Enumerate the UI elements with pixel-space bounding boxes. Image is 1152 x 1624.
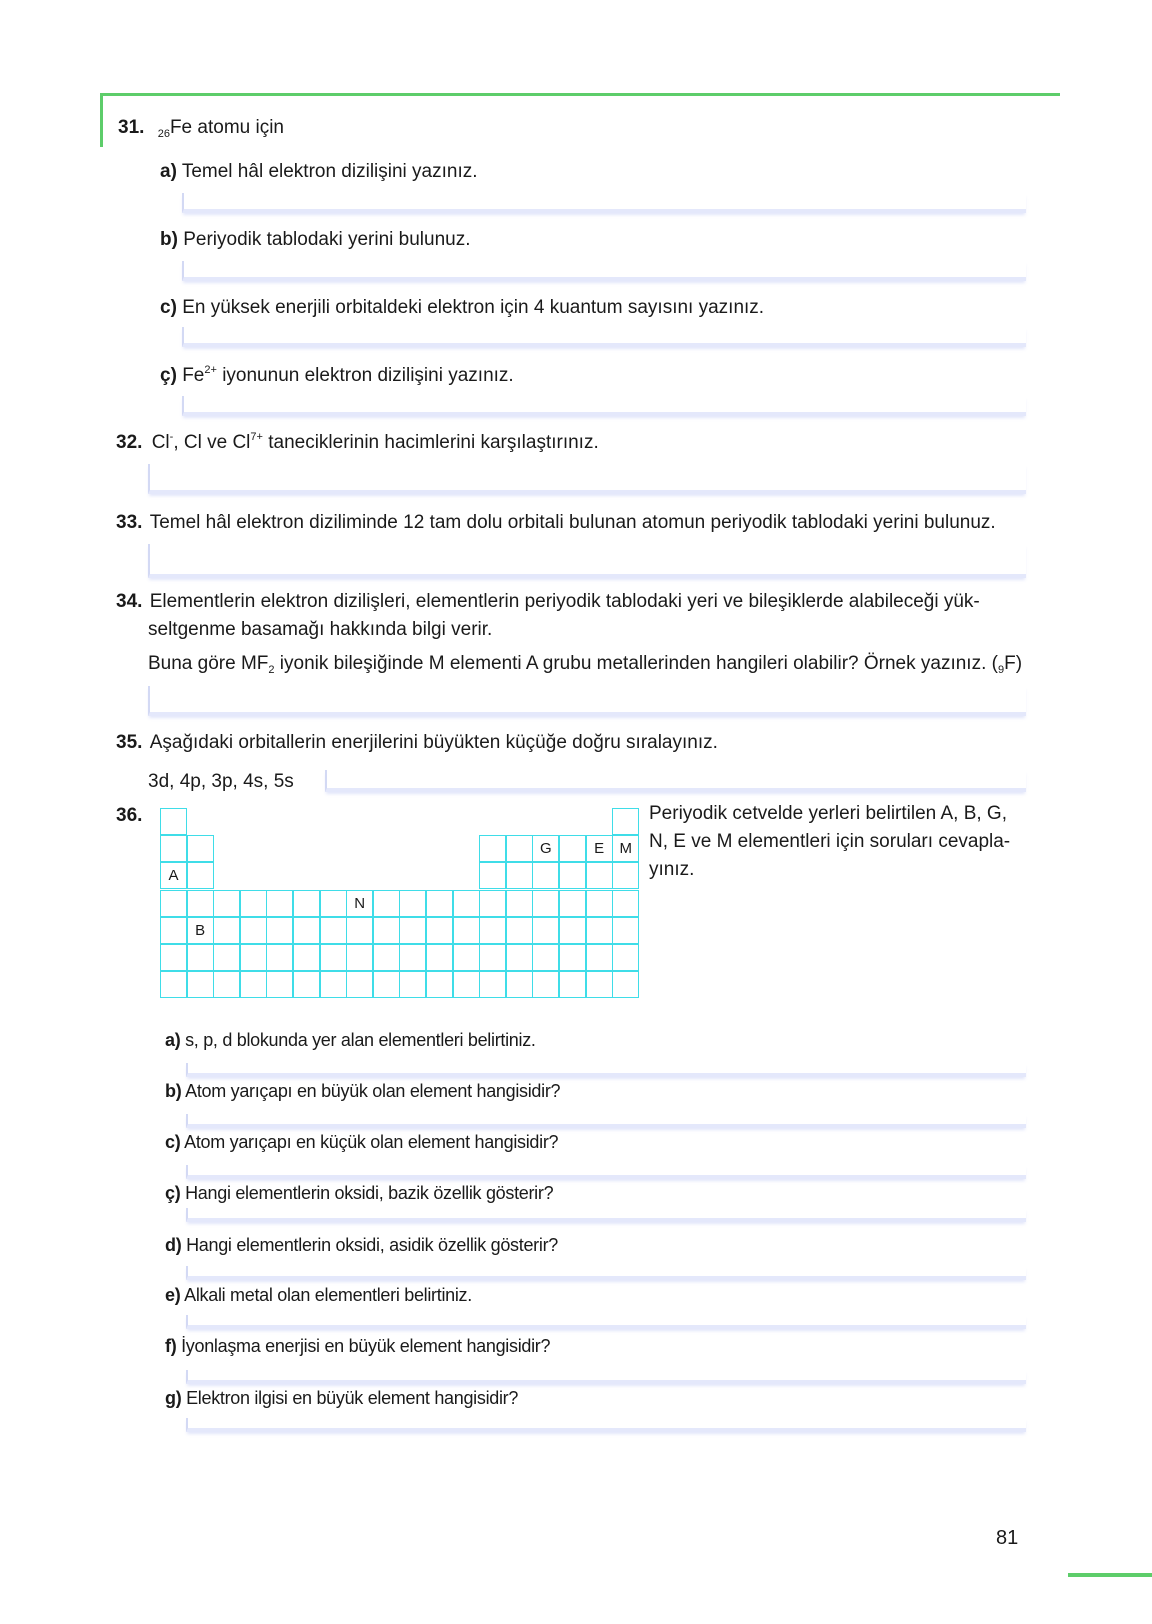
answer-line-36c[interactable] bbox=[186, 1165, 1026, 1179]
question-text: Fe atomu için bbox=[169, 117, 284, 138]
table-cell bbox=[586, 862, 613, 889]
question-31a bbox=[160, 160, 478, 184]
table-cell bbox=[160, 890, 187, 917]
table-cell bbox=[453, 944, 480, 971]
answer-line-36d[interactable] bbox=[186, 1266, 1026, 1280]
table-cell bbox=[559, 971, 586, 998]
periodic-table-grid bbox=[160, 808, 640, 1000]
table-cell bbox=[506, 862, 533, 889]
table-cell bbox=[506, 944, 533, 971]
table-cell-e: E bbox=[586, 835, 613, 862]
sub-text: Atom yarıçapı en büyük olan element hangisidir? bbox=[185, 1081, 561, 1101]
sub-text: iyonunun elektron dizilişini yazınız. bbox=[222, 365, 514, 386]
table-cell bbox=[479, 917, 506, 944]
sub-label: c) bbox=[160, 297, 177, 318]
question-36b bbox=[165, 1079, 560, 1103]
species-2: , Cl ve Cl bbox=[173, 432, 251, 453]
answer-line-31a[interactable] bbox=[182, 193, 1026, 213]
table-cell bbox=[506, 971, 533, 998]
question-text: iyonik bileşiğinde M elementi A grubu metallerinden hangileri olabilir? Örnek yazınız. ( bbox=[274, 653, 998, 674]
table-cell bbox=[346, 917, 373, 944]
question-34 bbox=[116, 590, 980, 614]
answer-line-32[interactable] bbox=[148, 464, 1026, 494]
question-36g bbox=[165, 1386, 518, 1410]
sub-text: s, p, d blokunda yer alan elementleri belirtiniz. bbox=[185, 1030, 536, 1050]
table-cell bbox=[187, 890, 214, 917]
question-number: 32. bbox=[116, 432, 143, 453]
header-accent-bar bbox=[100, 93, 1060, 96]
question-36e bbox=[165, 1283, 472, 1307]
intro-line-3: yınız. bbox=[649, 859, 695, 880]
table-cell bbox=[479, 971, 506, 998]
table-cell bbox=[612, 917, 639, 944]
table-cell bbox=[187, 862, 214, 889]
sub-text: En yüksek enerjili orbitaldeki elektron için 4 kuantum sayısını yazınız. bbox=[182, 297, 765, 318]
table-cell bbox=[559, 944, 586, 971]
question-36f bbox=[165, 1334, 550, 1358]
table-cell bbox=[532, 862, 559, 889]
table-cell bbox=[612, 890, 639, 917]
table-cell bbox=[266, 944, 293, 971]
table-cell bbox=[612, 944, 639, 971]
table-cell bbox=[240, 944, 267, 971]
table-cell bbox=[320, 917, 347, 944]
table-cell bbox=[240, 890, 267, 917]
table-cell bbox=[506, 835, 533, 862]
table-cell bbox=[266, 917, 293, 944]
question-36d bbox=[165, 1233, 558, 1257]
question-number: 31. bbox=[118, 117, 145, 138]
answer-line-36a[interactable] bbox=[186, 1063, 1026, 1077]
question-36c bbox=[165, 1130, 558, 1154]
table-cell bbox=[373, 917, 400, 944]
question-text: Aşağıdaki orbitallerin enerjilerini büyükten küçüğe doğru sıralayınız. bbox=[149, 732, 718, 753]
sub-label: ç) bbox=[165, 1183, 181, 1203]
sub-text: Elektron ilgisi en büyük element hangisidir? bbox=[186, 1388, 519, 1408]
table-cell bbox=[453, 971, 480, 998]
table-cell-g: G bbox=[532, 835, 559, 862]
charge-2: 7+ bbox=[250, 431, 263, 443]
table-cell bbox=[213, 944, 240, 971]
table-cell bbox=[559, 917, 586, 944]
question-31cc bbox=[160, 364, 514, 388]
table-cell bbox=[213, 890, 240, 917]
table-cell bbox=[293, 917, 320, 944]
table-cell bbox=[612, 862, 639, 889]
table-cell-n: N bbox=[346, 890, 373, 917]
table-cell bbox=[399, 890, 426, 917]
table-cell bbox=[426, 917, 453, 944]
sub-text: Periyodik tablodaki yerini bulunuz. bbox=[183, 229, 471, 250]
question-number: 35. bbox=[116, 732, 143, 753]
answer-line-36b[interactable] bbox=[186, 1114, 1026, 1128]
answer-line-31c[interactable] bbox=[182, 327, 1026, 347]
table-cell bbox=[426, 890, 453, 917]
table-cell bbox=[479, 890, 506, 917]
table-cell bbox=[266, 890, 293, 917]
table-cell bbox=[586, 917, 613, 944]
sub-label: ç) bbox=[160, 365, 177, 386]
question-number: 34. bbox=[116, 591, 143, 612]
atomic-number: 26 bbox=[157, 128, 170, 140]
table-cell bbox=[373, 944, 400, 971]
table-cell bbox=[160, 944, 187, 971]
table-cell bbox=[240, 971, 267, 998]
ion-symbol: Fe bbox=[182, 365, 205, 386]
sub-text: Alkali metal olan elementleri belirtiniz. bbox=[184, 1285, 472, 1305]
table-cell bbox=[479, 944, 506, 971]
question-number: 33. bbox=[116, 512, 143, 533]
sub-label: e) bbox=[165, 1285, 181, 1305]
table-cell bbox=[187, 835, 214, 862]
table-cell bbox=[586, 890, 613, 917]
element-symbol: F) bbox=[1004, 653, 1023, 674]
sub-text: İyonlaşma enerjisi en büyük element hangisidir? bbox=[181, 1336, 551, 1356]
question-33 bbox=[116, 511, 996, 535]
table-cell bbox=[187, 971, 214, 998]
question-35 bbox=[116, 731, 718, 755]
sub-label: a) bbox=[160, 161, 177, 182]
sub-label: f) bbox=[165, 1336, 177, 1356]
ion-charge: 2+ bbox=[204, 364, 217, 376]
table-cell bbox=[346, 944, 373, 971]
intro-line-2: N, E ve M elementleri için soruları cevapla- bbox=[649, 831, 1011, 852]
question-36-intro bbox=[649, 800, 1029, 884]
table-cell bbox=[346, 971, 373, 998]
sub-text: Temel hâl elektron dizilişini yazınız. bbox=[181, 161, 478, 182]
table-cell bbox=[612, 808, 639, 835]
table-cell bbox=[559, 862, 586, 889]
sub-label: b) bbox=[160, 229, 178, 250]
answer-line-35[interactable] bbox=[325, 770, 1026, 792]
question-32 bbox=[116, 431, 599, 455]
sub-text: Atom yarıçapı en küçük olan element hangisidir? bbox=[184, 1132, 559, 1152]
intro-line-1: Periyodik cetvelde yerleri belirtilen A, B, G, bbox=[649, 803, 1007, 824]
page-number-accent bbox=[1068, 1573, 1152, 1577]
table-cell bbox=[426, 944, 453, 971]
table-cell bbox=[532, 971, 559, 998]
sub-text: Hangi elementlerin oksidi, asidik özellik gösterir? bbox=[186, 1235, 558, 1255]
question-34-line3 bbox=[148, 652, 1022, 676]
table-cell bbox=[532, 890, 559, 917]
answer-line-36e[interactable] bbox=[186, 1315, 1026, 1329]
species-1: Cl bbox=[151, 432, 170, 453]
table-cell bbox=[160, 917, 187, 944]
table-cell bbox=[506, 890, 533, 917]
table-cell bbox=[453, 890, 480, 917]
charge-1: - bbox=[169, 431, 174, 443]
table-cell bbox=[213, 917, 240, 944]
question-text: taneciklerinin hacimlerini karşılaştırınız. bbox=[268, 432, 599, 453]
sub-text: Hangi elementlerin oksidi, bazik özellik gösterir? bbox=[185, 1183, 554, 1203]
table-cell bbox=[293, 890, 320, 917]
formula: Buna göre MF bbox=[148, 653, 269, 674]
table-cell-a: A bbox=[160, 862, 187, 889]
table-cell bbox=[160, 808, 187, 835]
table-cell bbox=[586, 944, 613, 971]
page-number: 81 bbox=[996, 1527, 1019, 1549]
question-34-line2: seltgenme basamağı hakkında bilgi verir. bbox=[148, 619, 493, 640]
question-31b bbox=[160, 228, 471, 252]
answer-line-36g[interactable] bbox=[186, 1418, 1026, 1432]
atomic-number: 9 bbox=[997, 664, 1005, 676]
table-cell bbox=[160, 971, 187, 998]
sub-label: c) bbox=[165, 1132, 181, 1152]
answer-line-34[interactable] bbox=[148, 686, 1026, 716]
table-cell bbox=[479, 862, 506, 889]
table-cell bbox=[266, 971, 293, 998]
table-cell bbox=[187, 944, 214, 971]
table-cell bbox=[586, 971, 613, 998]
table-cell bbox=[532, 944, 559, 971]
table-cell bbox=[320, 971, 347, 998]
answer-line-33[interactable] bbox=[148, 544, 1026, 578]
table-cell bbox=[160, 835, 187, 862]
sub-label: g) bbox=[165, 1388, 182, 1408]
table-cell-m: M bbox=[612, 835, 639, 862]
table-cell bbox=[426, 971, 453, 998]
sub-label: b) bbox=[165, 1081, 182, 1101]
table-cell bbox=[320, 890, 347, 917]
table-cell bbox=[612, 971, 639, 998]
question-36cc bbox=[165, 1181, 553, 1205]
question-31-title bbox=[118, 116, 284, 140]
table-cell bbox=[293, 971, 320, 998]
answer-line-31b[interactable] bbox=[182, 261, 1026, 281]
table-cell bbox=[399, 971, 426, 998]
formula-subscript: 2 bbox=[268, 664, 275, 676]
orbital-list: 3d, 4p, 3p, 4s, 5s bbox=[148, 771, 294, 792]
table-cell bbox=[399, 917, 426, 944]
table-cell bbox=[479, 835, 506, 862]
table-cell bbox=[320, 944, 347, 971]
table-cell bbox=[373, 890, 400, 917]
sub-label: d) bbox=[165, 1235, 182, 1255]
header-accent-side bbox=[100, 93, 103, 147]
question-number-36: 36. bbox=[116, 805, 143, 826]
question-36a bbox=[165, 1028, 536, 1052]
table-cell bbox=[453, 917, 480, 944]
table-cell bbox=[373, 971, 400, 998]
table-cell-b: B bbox=[187, 917, 214, 944]
answer-line-31cc[interactable] bbox=[182, 396, 1026, 416]
answer-line-36f[interactable] bbox=[186, 1370, 1026, 1384]
table-cell bbox=[293, 944, 320, 971]
table-cell bbox=[399, 944, 426, 971]
question-31c bbox=[160, 296, 764, 320]
table-cell bbox=[559, 890, 586, 917]
sub-label: a) bbox=[165, 1030, 181, 1050]
table-cell bbox=[559, 835, 586, 862]
question-text: Temel hâl elektron diziliminde 12 tam dolu orbitali bulunan atomun periyodik tablodaki yerini bulunuz. bbox=[149, 512, 996, 533]
table-cell bbox=[506, 917, 533, 944]
answer-line-36cc[interactable] bbox=[186, 1208, 1026, 1222]
table-cell bbox=[240, 917, 267, 944]
question-text-line1: Elementlerin elektron dizilişleri, elementlerin periyodik tablodaki yeri ve bileşiklerde alabileceği yük- bbox=[149, 591, 980, 612]
table-cell bbox=[532, 917, 559, 944]
table-cell bbox=[213, 971, 240, 998]
